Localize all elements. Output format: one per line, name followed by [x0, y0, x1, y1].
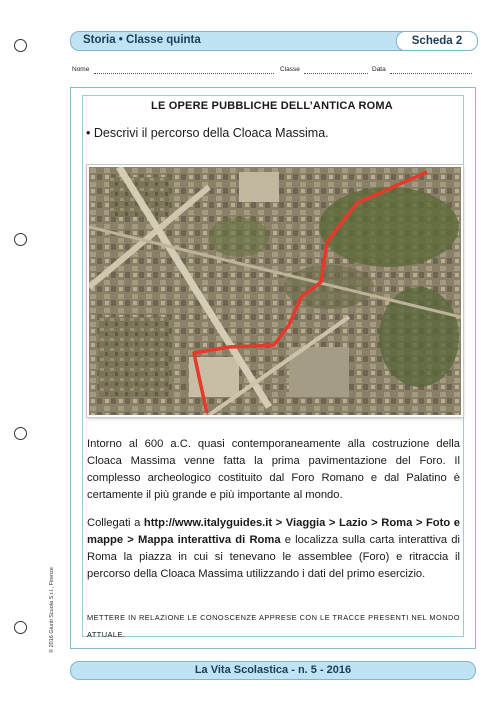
- exercise-prompt: • Descrivi il percorso della Cloaca Massima.: [86, 126, 329, 140]
- paragraph-task: METTERE IN RELAZIONE LE CONOSCENZE APPRESE CON LE TRACCE PRESENTI NEL MONDO ATTUALE.: [87, 613, 460, 639]
- sheet-label: Scheda 2: [396, 31, 478, 51]
- name-field[interactable]: [94, 73, 274, 74]
- class-label: Classe: [280, 66, 300, 73]
- binder-hole-top: [14, 39, 27, 52]
- class-field[interactable]: [304, 73, 368, 74]
- student-fields: [72, 66, 474, 78]
- instructions-intro: Collegati a: [87, 517, 144, 529]
- copyright-credit: © 2016 Giunti Scuola S.r.l., Firenze: [49, 567, 55, 653]
- footer-bar: La Vita Scolastica - n. 5 - 2016: [70, 661, 476, 680]
- website-path-link[interactable]: http://www.italyguides.it > Viaggia > Lazio > Roma > Foto e mappe > Mappa interattiva di Roma: [87, 517, 460, 546]
- paragraph-history: Intorno al 600 a.C. quasi contemporaneamente alla costruzione della Cloaca Massima venne fatta la prima pavimentazione del Foro. Il complesso archeologico costituito dal Foro Romano e dal Palatino è certamente il più grande e più importante al mondo.: [87, 438, 460, 501]
- instructions-rest: e localizza sulla carta interattiva di Roma la piazza in cui si tenevano le assemblee (Foro) e ritraccia il percorso della Cloaca Massima utilizzando i dati del primo esercizio.: [87, 534, 460, 580]
- name-label: Nome: [72, 66, 90, 73]
- aerial-map-image: [87, 165, 463, 417]
- binder-hole-bottom: [14, 621, 27, 634]
- subject-label: Storia • Classe quinta: [83, 34, 201, 46]
- map-svg: [89, 167, 461, 415]
- binder-hole-middle: [14, 233, 27, 246]
- header-bar: [70, 31, 478, 51]
- binder-hole-lower: [14, 427, 27, 440]
- date-field[interactable]: [390, 73, 472, 74]
- page-title: LE OPERE PUBBLICHE DELL’ANTICA ROMA: [151, 100, 393, 112]
- date-label: Data: [372, 66, 386, 73]
- paragraph-instructions: [87, 515, 460, 583]
